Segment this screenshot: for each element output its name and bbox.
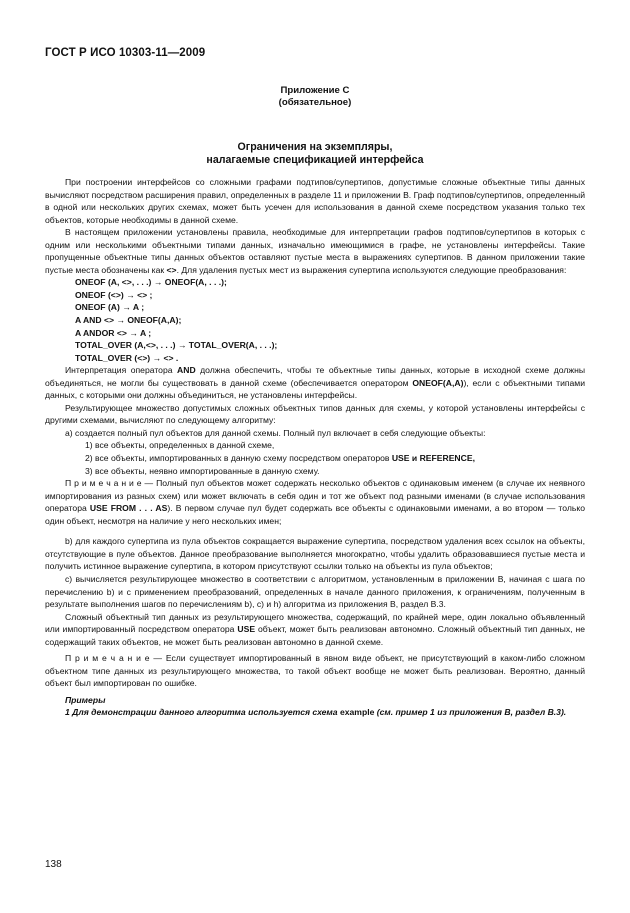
page-number: 138 bbox=[45, 859, 62, 870]
sublist-item-1: 1) все объекты, определенных в данной схеме, bbox=[85, 440, 275, 451]
code-transform-5: A ANDOR <> → A ; bbox=[75, 327, 152, 338]
note-label: П р и м е ч а н и е bbox=[65, 478, 142, 489]
note-label: П р и м е ч а н и е bbox=[65, 653, 150, 664]
code-transform-1: ONEOF (A, <>, . . .) → ONEOF(A, . . .); bbox=[75, 277, 227, 288]
code-transform-4: A AND <> → ONEOF(A,A); bbox=[75, 315, 182, 326]
code-transform-3: ONEOF (A) → A ; bbox=[75, 302, 145, 313]
list-item-b: b) для каждого супертипа из пула объектов сокращается выражение супертипа, посредством удаления всех ссылок на объекты, отсутствующие в пуле объектов. Данное преобразование выполняется многократно, чтобы удалить образовавшиеся пустые места и получить истинное выражение супертипа, в котором присутствуют ссылки только на объекты из пула объектов; bbox=[45, 536, 585, 572]
body-text bbox=[45, 176, 585, 719]
paragraph-complex-types: Сложный объектный тип данных из результирующего множества, содержащий, по крайней мере, один локально объявленный или импортированный посредством оператора USE объект, может быть реализован автономно. Сложный объектный тип данных, не содержащий таких объектов, не может быть реализован автономно в данной схеме. bbox=[45, 611, 585, 647]
annex-title: Приложение С bbox=[280, 85, 350, 96]
examples-heading: Примеры bbox=[65, 694, 106, 705]
annex-heading bbox=[45, 85, 585, 109]
sublist-item-3: 3) все объекты, неявно импортированные в данную схему. bbox=[85, 465, 320, 476]
section-title-line1: Ограничения на экземпляры, bbox=[237, 141, 393, 153]
standard-header: ГОСТ Р ИСО 10303-11—2009 bbox=[45, 47, 206, 59]
section-title bbox=[45, 141, 585, 167]
paragraph-rules: В настоящем приложении установлены правила, необходимые для интерпретации графов подтипов/супертипов в которых с одним или несколькими объектными типами данных, изначально имеющимися в графе, не установлены интерфейсы. Такие пропущенные объектные типы данных объектов оставляют пустые места в выражениях супертипов. В данном приложении такие пустые места обозначены как <>. Для удаления пустых мест из выражения супертипа используются следующие преобразования: bbox=[45, 227, 585, 275]
example-1: 1 Для демонстрации данного алгоритма используется схема example (см. пример 1 из приложения В, раздел В.3). bbox=[65, 707, 567, 718]
list-item-c: с) вычисляется результирующее множество в соответствии с алгоритмом, установленным в приложении В, начиная с шага по перечислению b) и с применением преобразований, определенных в начале данного приложения, к ограничениям, полученным в результате выполнения шагов по перечислениям b), с) и h) алгоритма из приложения В, раздел В.3. bbox=[45, 573, 585, 610]
paragraph-intro: При построении интерфейсов со сложными графами подтипов/супертипов, допустимые сложные объектные типы данных вычисляют посредством расширения правил, определенных в разделе 11 и приложении В. Граф подтипов/супертипов, определенный в одной или нескольких других схемах, может быть усечен для использования в данной схеме посредством указания только тех объектов, которые необходимы в данной схеме. bbox=[45, 177, 585, 225]
code-transform-6: TOTAL_OVER (A,<>, . . .) → TOTAL_OVER(A, . . .); bbox=[75, 340, 278, 351]
note-2: П р и м е ч а н и е — Если существует импортированный в явном виде объект, не присутствующий в каком-либо сложном объектном типе данных из результирующего множества, то такой объект вообще не может быть реализован. Вероятно, данный объект был импортирован по ошибке. bbox=[45, 653, 585, 689]
annex-status: (обязательное) bbox=[278, 97, 352, 108]
section-title-line2: налагаемые спецификацией интерфейса bbox=[206, 154, 424, 166]
paragraph-and-operator: Интерпретация оператора AND должна обеспечить, чтобы те объектные типы данных, которые в исходной схеме должны объединяться, не могли бы существовать в данной схеме (обеспечивается оператором ONEOF(A,A)), если с объектными типами данных, с которыми они должны объединиться, не установлены интерфейсы. bbox=[45, 365, 586, 401]
sublist-item-2: 2) все объекты, импортированных в данную схему посредством операторов USE и REFERENCE, bbox=[85, 453, 475, 464]
note-1: П р и м е ч а н и е — Полный пул объектов может содержать несколько объектов с одинаковым именем (в случае их неявного импортирования из разных схем) или может включать в себя один и тот же объект под разными именами (в случае использования оператора USE FROM . . . AS). В первом случае пул будет содержать все объекты с одинаковыми именами, а во втором — только один объект, несмотря на наличие у него нескольких имен; bbox=[45, 478, 585, 526]
code-transform-2: ONEOF (<>) → <> ; bbox=[75, 289, 153, 300]
code-transform-7: TOTAL_OVER (<>) → <> . bbox=[75, 352, 179, 363]
list-item-a: а) создается полный пул объектов для данной схемы. Полный пул включает в себя следующие объекты: bbox=[65, 427, 486, 438]
paragraph-algorithm: Результирующее множество допустимых сложных объектных типов данных для схемы, у которой установлены интерфейсы с другими схемами, вычисляют по следующему алгоритму: bbox=[45, 402, 585, 426]
